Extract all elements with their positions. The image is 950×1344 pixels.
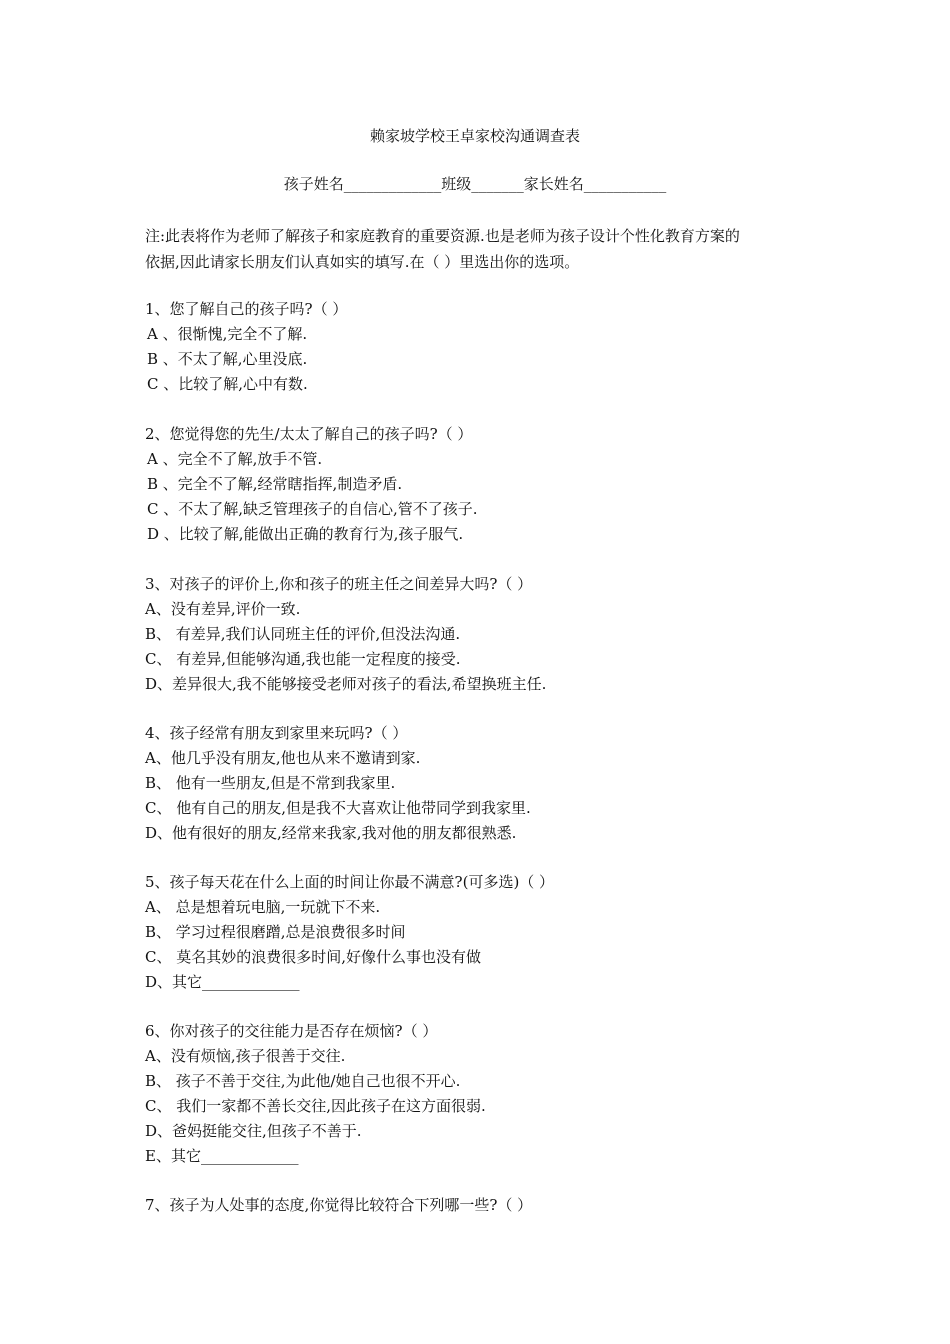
option-a: A 、完全不了解,放手不管.	[147, 450, 323, 468]
question-4	[145, 721, 810, 846]
question-title: 2、您觉得您的先生/太太了解自己的孩子吗?（ ）	[145, 425, 473, 443]
option-c: C 、比较了解,心中有数.	[147, 375, 308, 393]
info-line: 孩子姓名_____________班级_______家长姓名___________	[283, 175, 667, 193]
option-e: E、其它_____________	[145, 1147, 299, 1165]
option-b: B、 学习过程很磨蹭,总是浪费很多时间	[145, 923, 406, 941]
question-title: 5、孩子每天花在什么上面的时间让你最不满意?(可多选)（ ）	[145, 873, 555, 891]
question-title: 6、你对孩子的交往能力是否存在烦恼?（ ）	[145, 1022, 438, 1040]
option-b: B、 他有一些朋友,但是不常到我家里.	[145, 774, 396, 792]
option-b: B 、不太了解,心里没底.	[147, 350, 308, 368]
question-title: 3、对孩子的评价上,你和孩子的班主任之间差异大吗?（ ）	[145, 575, 533, 593]
option-d: D 、比较了解,能做出正确的教育行为,孩子服气.	[147, 525, 464, 543]
option-d: D、他有很好的朋友,经常来我家,我对他的朋友都很熟悉.	[145, 824, 517, 842]
note-line-1: 注:此表将作为老师了解孩子和家庭教育的重要资源.也是老师为孩子设计个性化教育方案的	[145, 227, 740, 245]
note-line-2: 依据,因此请家长朋友们认真如实的填写.在（ ）里选出你的选项。	[145, 253, 580, 271]
document-title: 赖家坡学校王卓家校沟通调查表	[369, 127, 580, 145]
question-6	[145, 1019, 810, 1169]
option-a: A、 总是想着玩电脑,一玩就下不来.	[145, 898, 381, 916]
option-d: D、差异很大,我不能够接受老师对孩子的看法,希望换班主任.	[145, 675, 547, 693]
option-c: C、 他有自己的朋友,但是我不大喜欢让他带同学到我家里.	[145, 799, 531, 817]
option-a: A、没有烦恼,孩子很善于交往.	[145, 1047, 346, 1065]
option-d: D、爸妈挺能交往,但孩子不善于.	[145, 1122, 362, 1140]
option-a: A、没有差异,评价一致.	[145, 600, 301, 618]
option-c: C、 莫名其妙的浪费很多时间,好像什么事也没有做	[145, 948, 482, 966]
option-a: A 、很惭愧,完全不了解.	[147, 325, 308, 343]
question-5	[145, 870, 810, 995]
question-2	[145, 422, 810, 547]
question-1	[145, 297, 810, 397]
question-3	[145, 572, 810, 697]
option-b: B、 孩子不善于交往,为此他/她自己也很不开心.	[145, 1072, 461, 1090]
option-c: C、 我们一家都不善长交往,因此孩子在这方面很弱.	[145, 1097, 486, 1115]
note-paragraph	[145, 223, 810, 275]
question-title: 4、孩子经常有朋友到家里来玩吗?（ ）	[145, 724, 408, 742]
option-c: C 、不太了解,缺乏管理孩子的自信心,管不了孩子.	[147, 500, 478, 518]
question-title: 1、您了解自己的孩子吗?（ ）	[145, 300, 348, 318]
option-a: A、他几乎没有朋友,他也从来不邀请到家.	[145, 749, 421, 767]
question-title: 7、孩子为人处事的态度,你觉得比较符合下列哪一些?（ ）	[145, 1196, 533, 1214]
option-b: B、 有差异,我们认同班主任的评价,但没法沟通.	[145, 625, 461, 643]
option-d: D、其它_____________	[145, 973, 300, 991]
question-7	[145, 1193, 810, 1218]
option-b: B 、完全不了解,经常瞎指挥,制造矛盾.	[147, 475, 403, 493]
option-c: C、 有差异,但能够沟通,我也能一定程度的接受.	[145, 650, 461, 668]
